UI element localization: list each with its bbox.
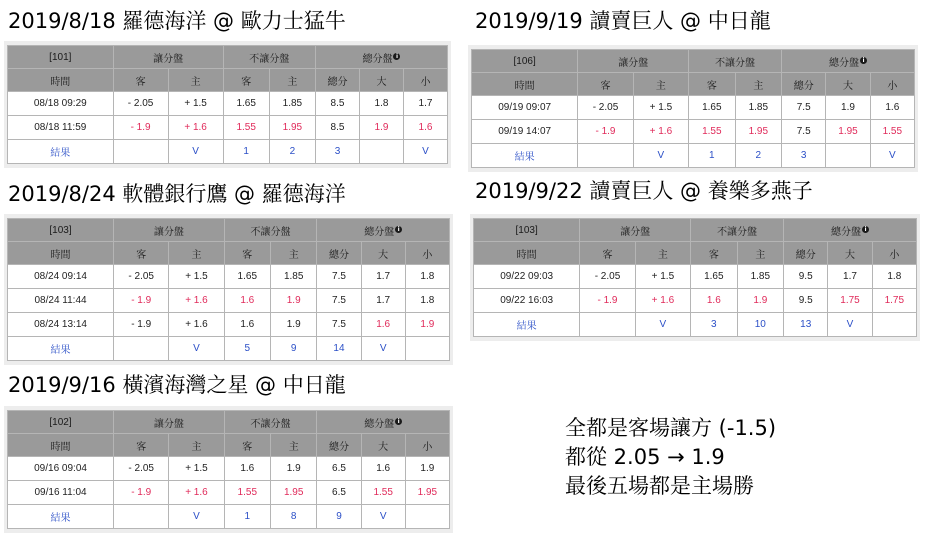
odds-cell: 7.5 bbox=[317, 265, 361, 289]
odds-cell: 1.8 bbox=[359, 92, 403, 116]
summary-note bbox=[565, 414, 776, 501]
odds-cell: 1.65 bbox=[689, 96, 736, 120]
home-header: 主 bbox=[633, 73, 688, 96]
over-header: 大 bbox=[359, 69, 403, 92]
odds-panel bbox=[470, 214, 920, 341]
odds-cell: - 2.05 bbox=[114, 265, 169, 289]
odds-cell: + 1.5 bbox=[169, 457, 224, 481]
odds-cell: 9.5 bbox=[784, 265, 828, 289]
handicap-header: 讓分盤 bbox=[113, 46, 223, 69]
odds-cell: 1.6 bbox=[361, 457, 405, 481]
odds-cell: 1.9 bbox=[359, 116, 403, 140]
result-cell: 3 bbox=[315, 140, 359, 164]
time-header: 時間 bbox=[8, 242, 114, 265]
table-row bbox=[8, 265, 450, 289]
odds-cell: 1.65 bbox=[224, 265, 270, 289]
result-row bbox=[472, 144, 915, 168]
result-cell bbox=[359, 140, 403, 164]
odds-cell: 1.85 bbox=[270, 265, 316, 289]
result-cell: 3 bbox=[782, 144, 826, 168]
total-header bbox=[315, 46, 447, 69]
over-header: 大 bbox=[361, 434, 405, 457]
no-handicap-header: 不讓分盤 bbox=[223, 46, 315, 69]
odds-cell: 1.9 bbox=[737, 289, 784, 313]
result-cell: V bbox=[403, 140, 447, 164]
game-id-cell: [106] bbox=[472, 50, 578, 73]
odds-cell: 7.5 bbox=[782, 96, 826, 120]
time-cell: 09/22 09:03 bbox=[474, 265, 580, 289]
time-cell: 09/16 11:04 bbox=[8, 481, 114, 505]
time-cell: 09/19 14:07 bbox=[472, 120, 578, 144]
away-header: 客 bbox=[691, 242, 738, 265]
time-cell: 08/18 11:59 bbox=[8, 116, 114, 140]
odds-cell: 7.5 bbox=[317, 313, 361, 337]
odds-cell: - 1.9 bbox=[114, 313, 169, 337]
total-col-header: 總分 bbox=[784, 242, 828, 265]
odds-cell: 1.85 bbox=[735, 96, 782, 120]
result-cell: 10 bbox=[737, 313, 784, 337]
odds-cell: 8.5 bbox=[315, 116, 359, 140]
time-header: 時間 bbox=[8, 69, 114, 92]
away-header: 客 bbox=[224, 242, 270, 265]
under-header: 小 bbox=[870, 73, 914, 96]
note-line: 全都是客場讓方 (-1.5) bbox=[565, 416, 777, 440]
odds-table bbox=[473, 218, 917, 337]
odds-cell: 1.8 bbox=[405, 265, 449, 289]
game-title: 2019/8/24 軟體銀行鷹 @ 羅德海洋 bbox=[8, 182, 346, 206]
total-header bbox=[317, 219, 450, 242]
result-cell: 13 bbox=[784, 313, 828, 337]
odds-cell: + 1.6 bbox=[633, 120, 688, 144]
odds-cell: 1.9 bbox=[270, 457, 316, 481]
result-cell bbox=[114, 505, 169, 529]
odds-cell: 1.6 bbox=[224, 289, 270, 313]
result-cell: 1 bbox=[223, 140, 269, 164]
odds-cell: 1.7 bbox=[361, 265, 405, 289]
result-cell bbox=[405, 505, 449, 529]
info-icon[interactable]: i bbox=[395, 418, 402, 425]
odds-cell: 1.6 bbox=[691, 289, 738, 313]
over-header: 大 bbox=[828, 242, 872, 265]
odds-cell: 1.8 bbox=[872, 265, 916, 289]
odds-table bbox=[471, 49, 915, 168]
odds-panel bbox=[4, 214, 453, 365]
info-icon[interactable]: i bbox=[393, 53, 400, 60]
result-row bbox=[8, 337, 450, 361]
total-col-header: 總分 bbox=[317, 434, 361, 457]
total-header-label: 總分盤 bbox=[831, 226, 862, 238]
odds-cell: 6.5 bbox=[317, 457, 361, 481]
result-cell: 2 bbox=[735, 144, 782, 168]
over-header: 大 bbox=[361, 242, 405, 265]
home-header: 主 bbox=[735, 73, 782, 96]
home-header: 主 bbox=[169, 242, 224, 265]
odds-table bbox=[7, 410, 450, 529]
no-handicap-header: 不讓分盤 bbox=[691, 219, 784, 242]
result-label: 結果 bbox=[474, 313, 580, 337]
odds-cell: - 1.9 bbox=[580, 289, 635, 313]
info-icon[interactable]: i bbox=[860, 57, 867, 64]
result-cell: V bbox=[870, 144, 914, 168]
odds-cell: 7.5 bbox=[317, 289, 361, 313]
game-id-cell: [103] bbox=[474, 219, 580, 242]
odds-cell: 9.5 bbox=[784, 289, 828, 313]
game-id-cell: [101] bbox=[8, 46, 114, 69]
result-row bbox=[8, 140, 448, 164]
total-col-header: 總分 bbox=[782, 73, 826, 96]
table-row bbox=[472, 96, 915, 120]
odds-cell: 7.5 bbox=[782, 120, 826, 144]
odds-cell: 1.55 bbox=[223, 116, 269, 140]
time-cell: 09/19 09:07 bbox=[472, 96, 578, 120]
odds-cell: 1.75 bbox=[828, 289, 872, 313]
odds-panel bbox=[468, 45, 918, 172]
result-cell bbox=[113, 140, 168, 164]
result-cell: V bbox=[633, 144, 688, 168]
game-id-cell: [103] bbox=[8, 219, 114, 242]
odds-cell: 1.9 bbox=[270, 313, 316, 337]
odds-cell: 1.6 bbox=[224, 457, 270, 481]
odds-cell: 1.9 bbox=[405, 457, 449, 481]
result-cell: 8 bbox=[270, 505, 316, 529]
info-icon[interactable]: i bbox=[395, 226, 402, 233]
note-line: 都從 2.05 → 1.9 bbox=[565, 445, 725, 469]
result-cell: V bbox=[169, 505, 224, 529]
away-header: 客 bbox=[223, 69, 269, 92]
odds-cell: + 1.6 bbox=[168, 116, 223, 140]
odds-cell: 1.6 bbox=[361, 313, 405, 337]
info-icon[interactable]: i bbox=[862, 226, 869, 233]
odds-cell: 1.75 bbox=[872, 289, 916, 313]
result-cell: V bbox=[361, 505, 405, 529]
no-handicap-header: 不讓分盤 bbox=[224, 411, 317, 434]
result-cell: 14 bbox=[317, 337, 361, 361]
odds-cell: + 1.5 bbox=[169, 265, 224, 289]
odds-cell: 1.55 bbox=[870, 120, 914, 144]
odds-cell: 1.8 bbox=[405, 289, 449, 313]
result-cell: 9 bbox=[270, 337, 316, 361]
table-row bbox=[8, 313, 450, 337]
under-header: 小 bbox=[872, 242, 916, 265]
odds-cell: - 1.9 bbox=[113, 116, 168, 140]
table-row bbox=[8, 289, 450, 313]
result-cell: V bbox=[169, 337, 224, 361]
away-header: 客 bbox=[224, 434, 270, 457]
odds-panel bbox=[4, 406, 453, 533]
result-label: 結果 bbox=[8, 337, 114, 361]
total-col-header: 總分 bbox=[315, 69, 359, 92]
total-header-label: 總分盤 bbox=[362, 53, 393, 65]
time-cell: 09/16 09:04 bbox=[8, 457, 114, 481]
table-row bbox=[474, 289, 917, 313]
odds-cell: 1.95 bbox=[270, 481, 316, 505]
odds-cell: 1.9 bbox=[270, 289, 316, 313]
away-header: 客 bbox=[578, 73, 633, 96]
odds-cell: 1.6 bbox=[224, 313, 270, 337]
no-handicap-header: 不讓分盤 bbox=[689, 50, 782, 73]
time-header: 時間 bbox=[8, 434, 114, 457]
result-cell bbox=[580, 313, 635, 337]
total-header bbox=[782, 50, 915, 73]
odds-panel bbox=[4, 41, 451, 168]
time-header: 時間 bbox=[472, 73, 578, 96]
result-row bbox=[8, 505, 450, 529]
odds-cell: 1.85 bbox=[737, 265, 784, 289]
result-cell bbox=[826, 144, 870, 168]
odds-cell: + 1.5 bbox=[633, 96, 688, 120]
odds-cell: - 2.05 bbox=[580, 265, 635, 289]
away-header: 客 bbox=[113, 69, 168, 92]
time-cell: 09/22 16:03 bbox=[474, 289, 580, 313]
time-header: 時間 bbox=[474, 242, 580, 265]
result-cell: V bbox=[168, 140, 223, 164]
odds-cell: 1.65 bbox=[223, 92, 269, 116]
home-header: 主 bbox=[168, 69, 223, 92]
odds-cell: + 1.6 bbox=[169, 481, 224, 505]
handicap-header: 讓分盤 bbox=[114, 411, 225, 434]
odds-cell: 1.95 bbox=[735, 120, 782, 144]
handicap-header: 讓分盤 bbox=[578, 50, 689, 73]
odds-table bbox=[7, 218, 450, 361]
table-row bbox=[8, 457, 450, 481]
odds-cell: 1.65 bbox=[691, 265, 738, 289]
result-cell: 2 bbox=[269, 140, 315, 164]
away-header: 客 bbox=[580, 242, 635, 265]
table-row bbox=[8, 92, 448, 116]
game-title: 2019/8/18 羅德海洋 @ 歐力士猛牛 bbox=[8, 9, 346, 33]
result-label: 結果 bbox=[8, 140, 114, 164]
odds-table bbox=[7, 45, 448, 164]
under-header: 小 bbox=[405, 242, 449, 265]
odds-cell: + 1.6 bbox=[169, 313, 224, 337]
table-row bbox=[472, 120, 915, 144]
odds-cell: 1.95 bbox=[826, 120, 870, 144]
odds-cell: - 1.9 bbox=[578, 120, 633, 144]
game-title: 2019/9/22 讀賣巨人 @ 養樂多燕子 bbox=[475, 179, 813, 203]
odds-cell: 1.6 bbox=[403, 116, 447, 140]
total-header bbox=[317, 411, 450, 434]
odds-cell: - 2.05 bbox=[114, 457, 169, 481]
odds-cell: 1.6 bbox=[870, 96, 914, 120]
result-row bbox=[474, 313, 917, 337]
game-id-cell: [102] bbox=[8, 411, 114, 434]
handicap-header: 讓分盤 bbox=[114, 219, 225, 242]
odds-cell: + 1.6 bbox=[169, 289, 224, 313]
home-header: 主 bbox=[270, 434, 316, 457]
game-title: 2019/9/19 讀賣巨人 @ 中日龍 bbox=[475, 9, 771, 33]
total-col-header: 總分 bbox=[317, 242, 361, 265]
time-cell: 08/24 11:44 bbox=[8, 289, 114, 313]
odds-cell: 1.7 bbox=[403, 92, 447, 116]
home-header: 主 bbox=[269, 69, 315, 92]
result-cell: 3 bbox=[691, 313, 738, 337]
total-header-label: 總分盤 bbox=[364, 226, 395, 238]
result-cell: 1 bbox=[689, 144, 736, 168]
odds-cell: + 1.6 bbox=[635, 289, 690, 313]
game-title: 2019/9/16 橫濱海灣之星 @ 中日龍 bbox=[8, 373, 346, 397]
result-cell bbox=[405, 337, 449, 361]
away-header: 客 bbox=[114, 242, 169, 265]
odds-cell: - 2.05 bbox=[578, 96, 633, 120]
odds-cell: 1.9 bbox=[405, 313, 449, 337]
odds-cell: 1.55 bbox=[224, 481, 270, 505]
odds-cell: 1.9 bbox=[826, 96, 870, 120]
under-header: 小 bbox=[403, 69, 447, 92]
odds-cell: 1.95 bbox=[269, 116, 315, 140]
odds-cell: 1.55 bbox=[689, 120, 736, 144]
result-cell: V bbox=[828, 313, 872, 337]
handicap-header: 讓分盤 bbox=[580, 219, 691, 242]
result-cell: 1 bbox=[224, 505, 270, 529]
no-handicap-header: 不讓分盤 bbox=[224, 219, 317, 242]
odds-cell: 1.85 bbox=[269, 92, 315, 116]
odds-cell: + 1.5 bbox=[635, 265, 690, 289]
total-header-label: 總分盤 bbox=[364, 418, 395, 430]
odds-cell: 1.95 bbox=[405, 481, 449, 505]
time-cell: 08/18 09:29 bbox=[8, 92, 114, 116]
away-header: 客 bbox=[114, 434, 169, 457]
table-row bbox=[474, 265, 917, 289]
odds-cell: 6.5 bbox=[317, 481, 361, 505]
over-header: 大 bbox=[826, 73, 870, 96]
result-cell: V bbox=[361, 337, 405, 361]
home-header: 主 bbox=[635, 242, 690, 265]
home-header: 主 bbox=[169, 434, 224, 457]
result-cell: 9 bbox=[317, 505, 361, 529]
result-cell: V bbox=[635, 313, 690, 337]
odds-cell: 8.5 bbox=[315, 92, 359, 116]
time-cell: 08/24 09:14 bbox=[8, 265, 114, 289]
odds-cell: 1.7 bbox=[361, 289, 405, 313]
home-header: 主 bbox=[737, 242, 784, 265]
odds-cell: + 1.5 bbox=[168, 92, 223, 116]
total-header bbox=[784, 219, 917, 242]
result-label: 結果 bbox=[472, 144, 578, 168]
under-header: 小 bbox=[405, 434, 449, 457]
odds-cell: 1.7 bbox=[828, 265, 872, 289]
home-header: 主 bbox=[270, 242, 316, 265]
result-label: 結果 bbox=[8, 505, 114, 529]
result-cell: 5 bbox=[224, 337, 270, 361]
odds-cell: 1.55 bbox=[361, 481, 405, 505]
note-line: 最後五場都是主場勝 bbox=[565, 474, 754, 498]
total-header-label: 總分盤 bbox=[829, 57, 860, 69]
table-row bbox=[8, 481, 450, 505]
result-cell bbox=[114, 337, 169, 361]
result-cell bbox=[578, 144, 633, 168]
odds-cell: - 1.9 bbox=[114, 481, 169, 505]
time-cell: 08/24 13:14 bbox=[8, 313, 114, 337]
result-cell bbox=[872, 313, 916, 337]
odds-cell: - 1.9 bbox=[114, 289, 169, 313]
away-header: 客 bbox=[689, 73, 736, 96]
odds-cell: - 2.05 bbox=[113, 92, 168, 116]
table-row bbox=[8, 116, 448, 140]
